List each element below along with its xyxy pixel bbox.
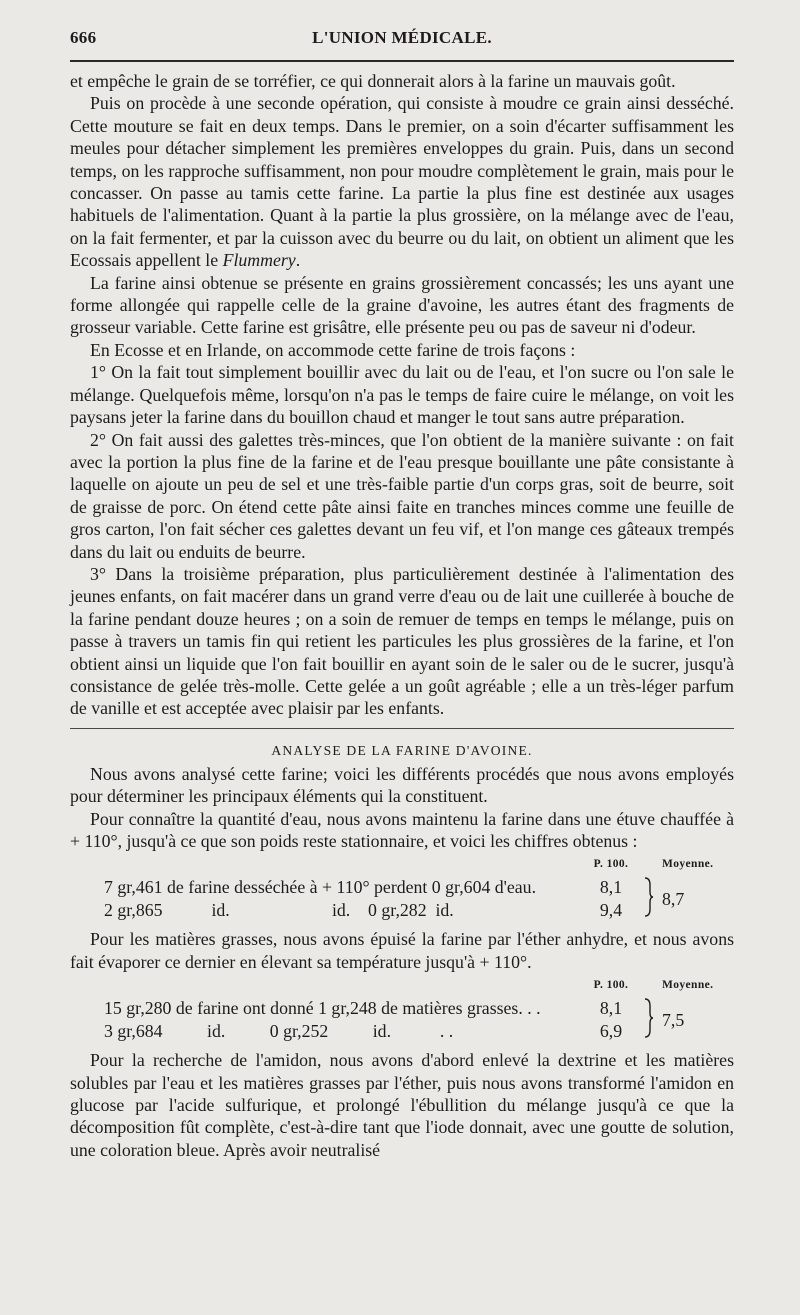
paragraph-method-2: 2° On fait aussi des galettes très-minces, que l'on obtient de la manière suivante : on fait avec la portion la plus fine de la farine et de l'eau presque bouillante une pâte consistante à laquelle on ajoute un peu de sel et une très-faible partie d'un corps gras, soit de beurre, soit de graisse de porc. On étend cette pâte ainsi faite en tranches minces comme une feuille de gros carton, l'on fait sécher ces galettes devant un feu vif, et l'on mange ces gâteaux trempés dans du lait ou enduits de beurre. <box>70 429 734 562</box>
water-row-1-text: 7 gr,461 de farine desséchée à + 110° perdent 0 gr,604 d'eau. <box>104 877 537 898</box>
table-row <box>70 998 734 1021</box>
paragraph-flour-description: La farine ainsi obtenue se présente en grains grossièrement concassés; les uns ayant une forme allongée qui rappelle celle de la graine d'avoine, les autres étant des fragments de grosseur variable. Cette farine est grisâtre, elle présente peu ou pas de saveur ni d'odeur. <box>70 272 734 338</box>
fat-table-header <box>70 975 734 998</box>
water-table <box>70 854 734 922</box>
flummery-period: . <box>295 250 301 271</box>
paragraph-starch: Pour la recherche de l'amidon, nous avons d'abord enlevé la dextrine et les matières solubles par l'eau et les matières grasses par l'éther, puis nous avons transformé l'amidon en glucose par l'acide sulfurique, et prolongé l'ébullition du mélange jusqu'à ce que la décomposition fût complète, c'est-à-dire tant que l'iode donnait, avec une goutte de solution, une coloration bleue. Après avoir neutralisé <box>70 1050 734 1160</box>
water-col-mean: Moyenne. <box>662 858 714 871</box>
brace-icon <box>642 877 654 917</box>
flummery-term: Flummery <box>222 250 296 271</box>
water-row-2-text: 2 gr,865 id. id. 0 gr,282 id. <box>104 899 454 920</box>
fat-row-1-percent: 8,1 <box>599 998 623 1019</box>
water-col-percent: P. 100. <box>593 858 629 871</box>
fat-col-percent: P. 100. <box>593 979 629 992</box>
fat-table <box>70 975 734 1043</box>
page-number: 666 <box>70 28 97 47</box>
fat-row-1-text: 15 gr,280 de farine ont donné 1 gr,248 de matières grasses. . . <box>104 998 541 1019</box>
paragraph-milling <box>70 92 734 271</box>
paragraph-three-ways: En Ecosse et en Irlande, on accommode cette farine de trois façons : <box>90 339 576 360</box>
paragraph-continuation: et empêche le grain de se torréfier, ce qui donnerait alors à la farine un mauvais goût. <box>70 71 676 91</box>
header-rule <box>70 60 734 62</box>
paragraph-water: Pour connaître la quantité d'eau, nous avons maintenu la farine dans une étuve chauffée à + 110°, jusqu'à ce que son poids reste stationnaire, et voici les chiffres obtenus : <box>70 808 734 851</box>
section-title: ANALYSE DE LA FARINE D'AVOINE. <box>271 742 533 758</box>
paragraph-milling-text: Puis on procède à une seconde opération, qui consiste à moudre ce grain ainsi desséché. Cette mouture se fait en deux temps. Dans le premier, on a soin d'écarter suffisamment les meules pour détacher simplement les premières enveloppes du grain. Puis, dans un second temps, on les rapproche suffisamment, non pour moudre complètement le grain, mais pour le concasser. On passe au tamis cette farine. La partie la plus fine est destinée aux usages habituels de l'alimentation. Quant à la partie la plus grossière, on la mélange avec de l'eau, on la fait fermenter, et par la cuisson avec du beurre ou du lait, on obtient un aliment que les Ecossais appellent le <box>70 93 734 271</box>
table-row <box>70 877 734 900</box>
section-rule <box>70 728 734 729</box>
running-head <box>70 20 734 50</box>
brace-icon <box>642 998 654 1038</box>
fat-row-2-text: 3 gr,684 id. 0 gr,252 id. . . <box>104 1020 454 1041</box>
water-brace <box>640 877 656 922</box>
table-row <box>70 900 734 923</box>
paragraph-fat: Pour les matières grasses, nous avons épuisé la farine par l'éther anhydre, et nous avons fait évaporer ce dernier en élevant sa température jusqu'à + 110°. <box>70 929 734 972</box>
table-row <box>70 1021 734 1044</box>
paragraph-method-3: 3° Dans la troisième préparation, plus particulièrement destinée à l'alimentation des jeunes enfants, on fait macérer dans un grand verre d'eau ou de lait une cuillerée à bouche de la farine pendant douze heures ; on a soin de remuer de temps en temps le mélange, puis on passe à travers un tamis fin qui retient les particules les plus grossières de la farine, et l'on obtient ainsi un liquide que l'on fait bouillir en ayant soin de le saler ou de le sucrer, jusqu'à consistance de gelée très-molle. Cette gelée a un goût agréable ; elle a un très-léger parfum de vanille et est acceptée avec plaisir par les enfants. <box>70 563 734 719</box>
fat-row-2-percent: 6,9 <box>599 1020 623 1041</box>
fat-brace <box>640 998 656 1043</box>
fat-mean: 7,5 <box>662 1010 685 1031</box>
fat-col-mean: Moyenne. <box>662 979 714 992</box>
water-row-2-percent: 9,4 <box>599 899 623 920</box>
paragraph-method-1: 1° On la fait tout simplement bouillir avec du lait ou de l'eau, et l'on sucre ou l'on sale le mélange. Quelquefois même, lorsqu'on n'a pas le temps de faire cuire le mélange, on voit les paysans jeter la farine dans du bouillon chaud et manger le tout sans autre préparation. <box>70 362 734 428</box>
paragraph-analysis-intro: Nous avons analysé cette farine; voici les différents procédés que nous avons employés pour déterminer les principaux éléments qui la constituent. <box>70 763 734 807</box>
water-table-header <box>70 854 734 877</box>
water-mean: 8,7 <box>662 889 685 910</box>
journal-title: L'UNION MÉDICALE. <box>312 28 492 47</box>
water-row-1-percent: 8,1 <box>599 877 623 898</box>
